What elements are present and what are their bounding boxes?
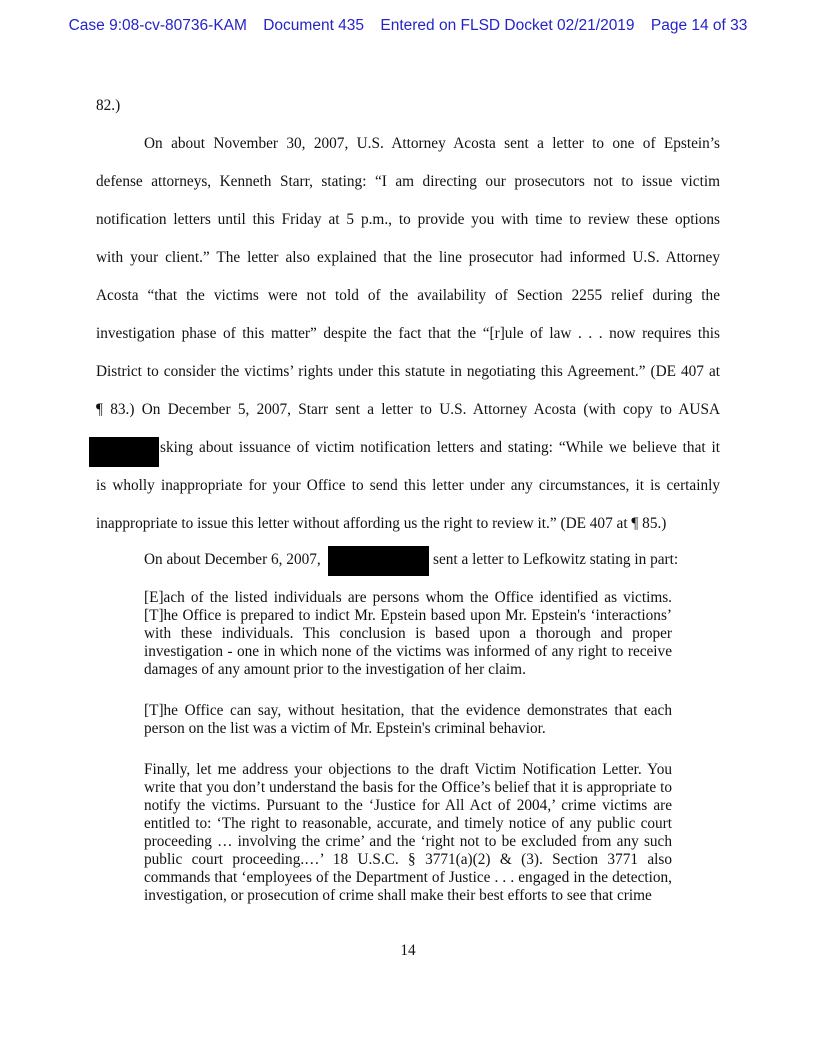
body-line: is wholly inappropriate for your Office to send this letter under any circumstances, it is certainly: [96, 477, 720, 494]
body-line: defense attorneys, Kenneth Starr, stating: “I am directing our prosecutors not to issue victim: [96, 173, 720, 190]
body-line: District to consider the victims’ rights under this statute in negotiating this Agreement.” (DE 407 at: [96, 363, 720, 380]
court-filing-header: [0, 17, 816, 35]
body-line: Acosta “that the victims were not told of the availability of Section 2255 relief during the: [96, 287, 720, 304]
page-indicator: Page 14 of 33: [650, 17, 748, 34]
block-quote-paragraph: [E]ach of the listed individuals are persons whom the Office identified as victims. [T]he Office is prepared to indict Mr. Epstein based upon Mr. Epstein's ‘interactions’ with these individuals. This conclusion is based upon a thorough and proper investigation - one in which none of the victims was informed of any right to receive damages of any amount prior to the investigation of her claim.: [144, 589, 672, 678]
body-line: On about November 30, 2007, U.S. Attorney Acosta sent a letter to one of Epstein’s: [144, 135, 720, 152]
body-line: with your client.” The letter also explained that the line prosecutor had informed U.S. Attorney: [96, 249, 720, 266]
body-line: inappropriate to issue this letter without affording us the right to review it.” (DE 407 at ¶ 85.): [96, 515, 667, 532]
body-line: On about December 6, 2007,: [144, 551, 321, 568]
body-line: ¶ 83.) On December 5, 2007, Starr sent a letter to U.S. Attorney Acosta (with copy to AUSA: [96, 401, 720, 418]
redaction-block: [89, 437, 159, 467]
document-number: Document 435: [263, 17, 365, 34]
block-quote-paragraph: [T]he Office can say, without hesitation, that the evidence demonstrates that each person on the list was a victim of Mr. Epstein's criminal behavior.: [144, 702, 672, 737]
block-quote-paragraph: Finally, let me address your objections to the draft Victim Notification Letter. You write that you don’t understand the basis for the Office’s belief that it is appropriate to notify the victims. Pursuant to the ‘Justice for All Act of 2004,’ crime victims are entitled to: ‘The right to reasonable, accurate, and timely notice of any public court proceeding … involving the crime’ and the ‘right not to be excluded from any such public court proceeding.…’ 18 U.S.C. § 3771(a)(2) & (3). Section 3771 also commands that ‘employees of the Department of Justice . . . engaged in the detection, investigation, or prosecution of crime shall make their best efforts to see that crime: [144, 761, 672, 904]
case-number: Case 9:08-cv-80736-KAM: [68, 17, 247, 34]
docket-entry: Entered on FLSD Docket 02/21/2019: [380, 17, 635, 34]
body-line: investigation phase of this matter” despite the fact that the “[r]ule of law . . . now requires this: [96, 325, 720, 342]
body-line: sent a letter to Lefkowitz stating in part:: [433, 551, 679, 568]
body-line: sking about issuance of victim notification letters and stating: “While we believe that it: [160, 439, 720, 456]
body-line: 82.): [96, 97, 121, 114]
body-line: notification letters until this Friday at 5 p.m., to provide you with time to review these options: [96, 211, 720, 228]
page-number: 14: [400, 942, 416, 959]
redaction-block: [328, 546, 429, 576]
